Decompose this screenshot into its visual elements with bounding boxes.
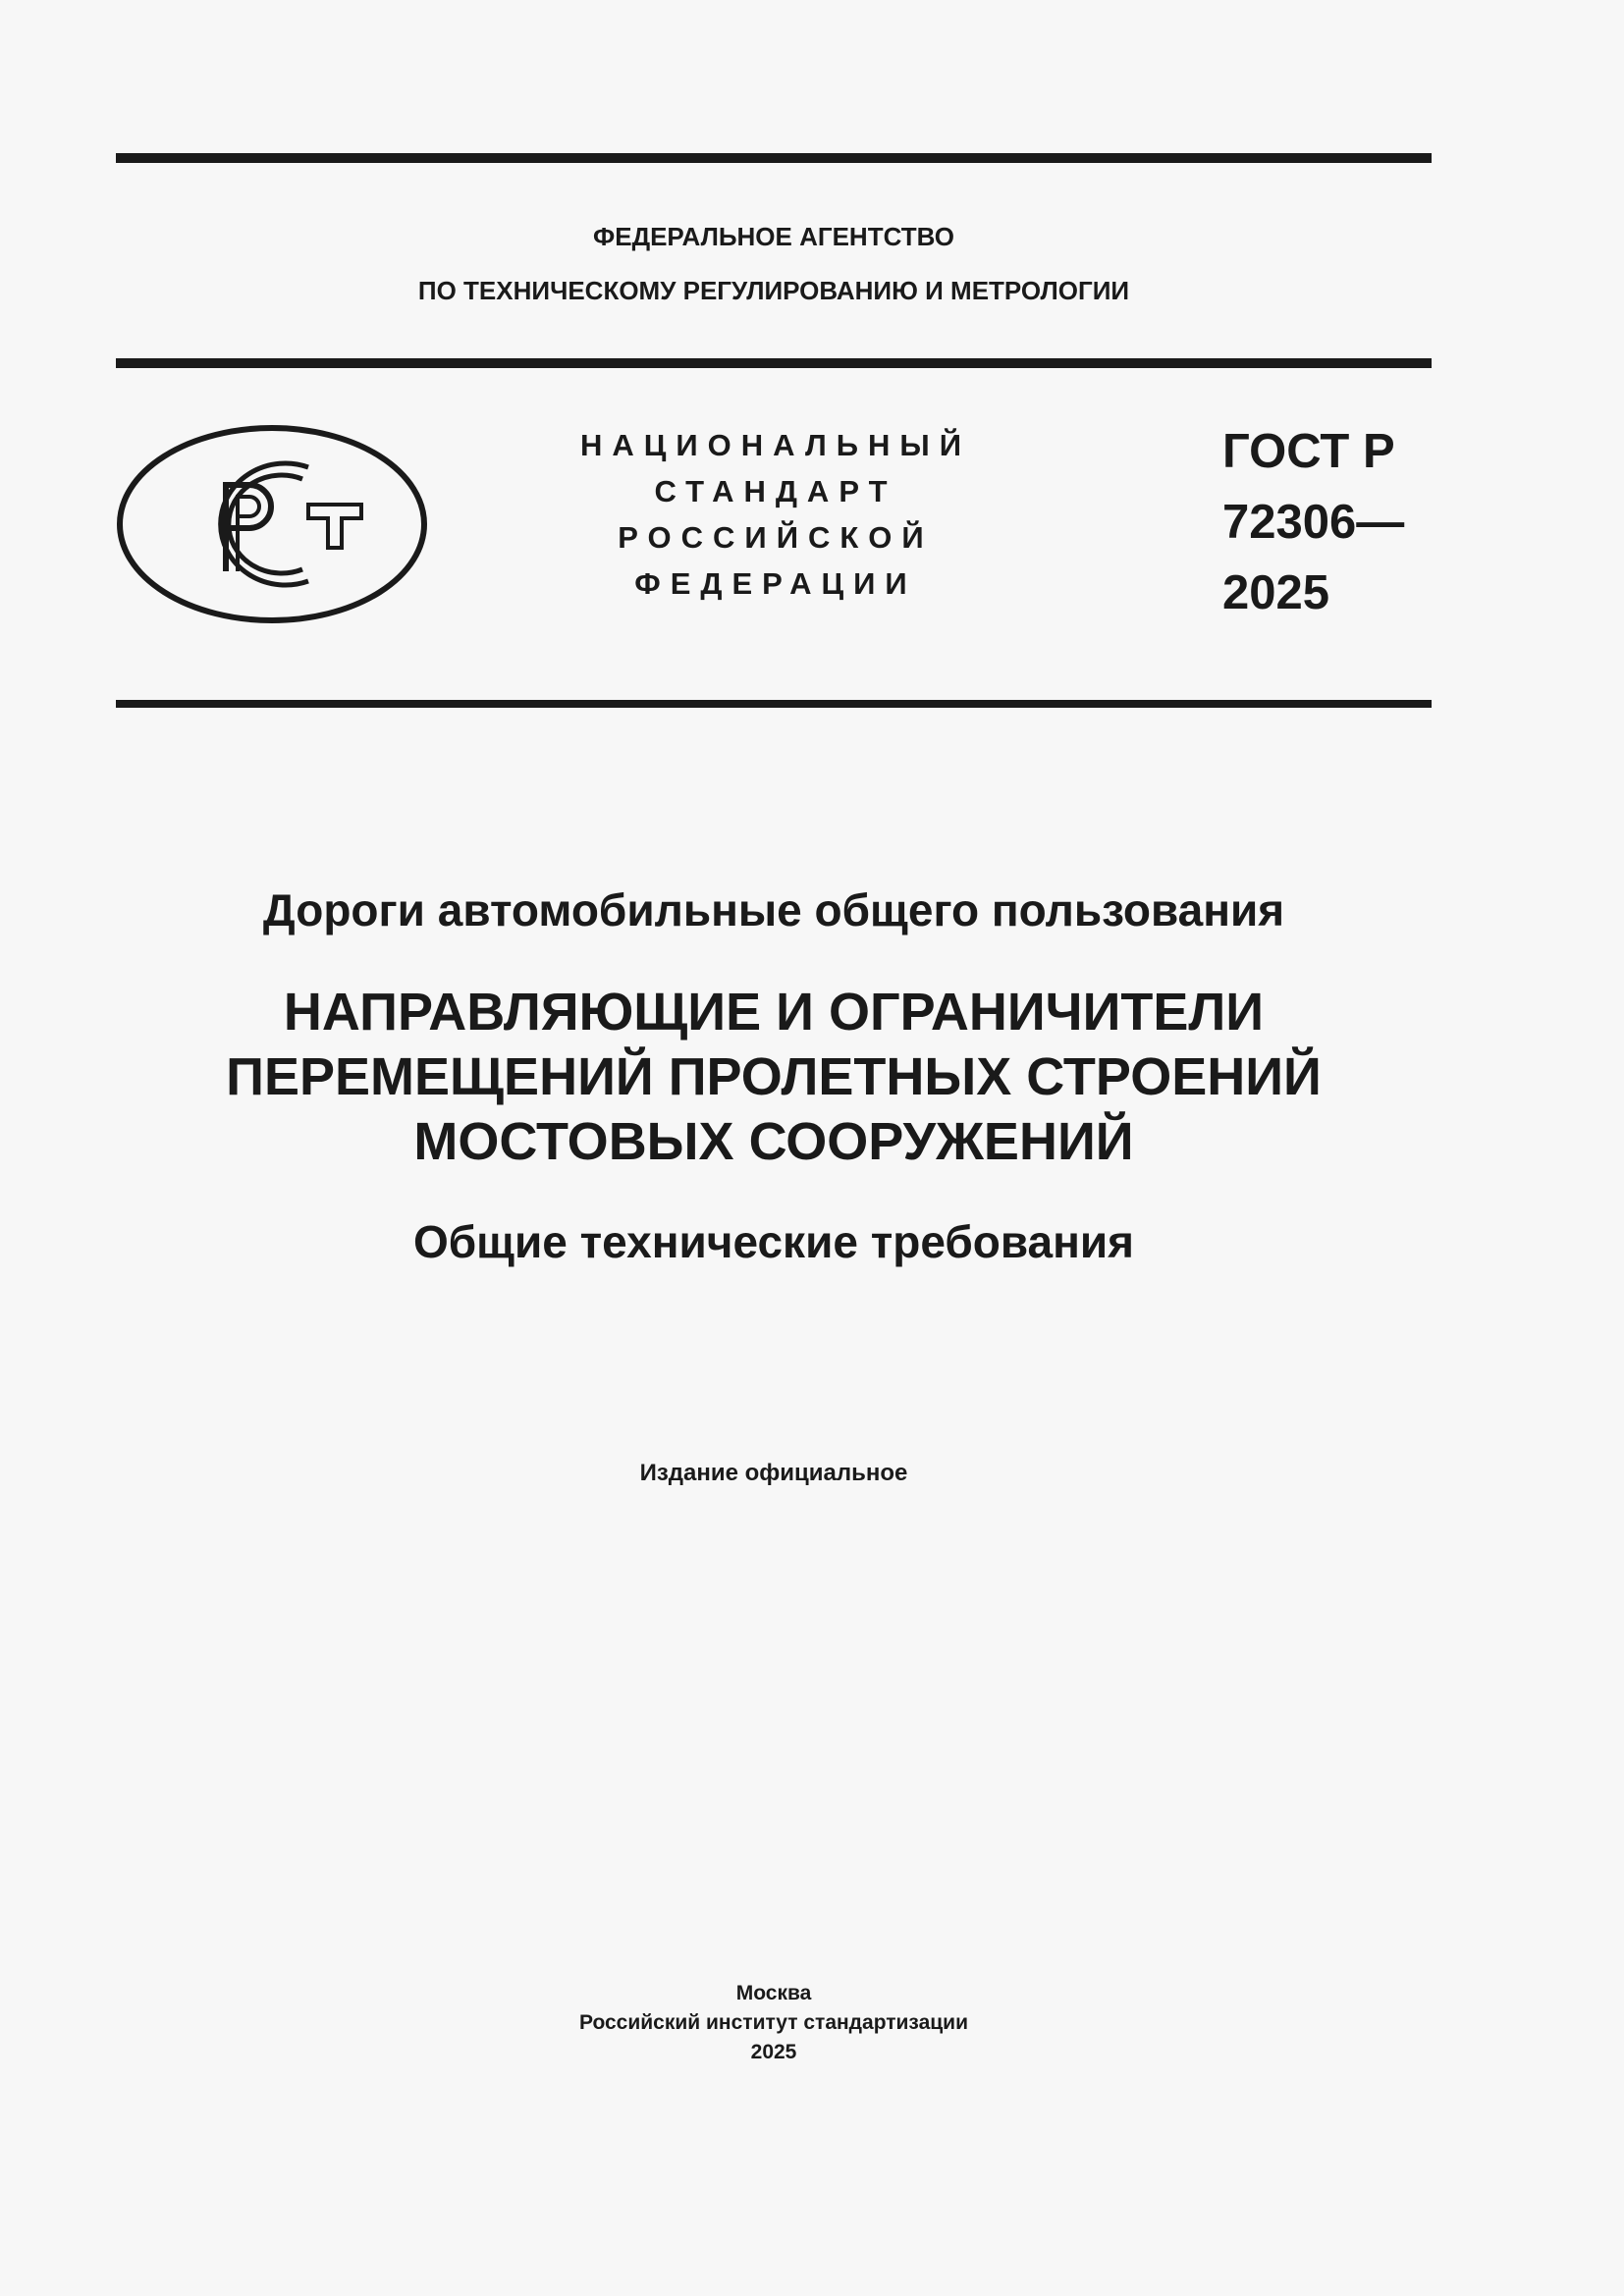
header-rule bbox=[116, 358, 1432, 368]
main-title-line: МОСТОВЫХ СООРУЖЕНИЙ bbox=[413, 1112, 1134, 1171]
standard-designation bbox=[1222, 416, 1404, 628]
main-title-line: ПЕРЕМЕЩЕНИЙ ПРОЛЕТНЫХ СТРОЕНИЙ bbox=[226, 1047, 1322, 1106]
national-standard-line: РОССИЙСКОЙ bbox=[618, 520, 934, 555]
subtitle: Общие технические требования bbox=[412, 1216, 1134, 1267]
title-group: Дороги автомобильные общего пользования bbox=[262, 884, 1285, 935]
imprint-publisher: Российский институт стандартизации bbox=[578, 2011, 969, 2034]
imprint-year: 2025 bbox=[750, 2041, 797, 2063]
agency-line-1: ФЕДЕРАЛЬНОЕ АГЕНТСТВО bbox=[593, 222, 954, 251]
agency-line-2: ПО ТЕХНИЧЕСКОМУ РЕГУЛИРОВАНИЮ И МЕТРОЛОГИИ bbox=[417, 276, 1130, 305]
national-standard-line: НАЦИОНАЛЬНЫЙ bbox=[579, 428, 972, 462]
designation-line: 2025 bbox=[1222, 566, 1330, 619]
imprint-city: Москва bbox=[735, 1982, 812, 2004]
edition-note: Издание официальное bbox=[639, 1460, 908, 1486]
designation-line: ГОСТ Р bbox=[1222, 425, 1395, 478]
national-standard-label bbox=[550, 422, 1001, 607]
national-standard-line: ФЕДЕРАЦИИ bbox=[634, 566, 917, 601]
main-title-line: НАПРАВЛЯЮЩИЕ И ОГРАНИЧИТЕЛИ bbox=[283, 983, 1265, 1041]
rst-certification-mark-icon bbox=[116, 424, 428, 624]
title-rule bbox=[116, 700, 1432, 708]
imprint bbox=[116, 1979, 1432, 2067]
top-rule bbox=[116, 153, 1432, 163]
main-title bbox=[116, 980, 1432, 1174]
national-standard-line: СТАНДАРТ bbox=[654, 474, 897, 508]
designation-line: 72306— bbox=[1222, 496, 1405, 549]
